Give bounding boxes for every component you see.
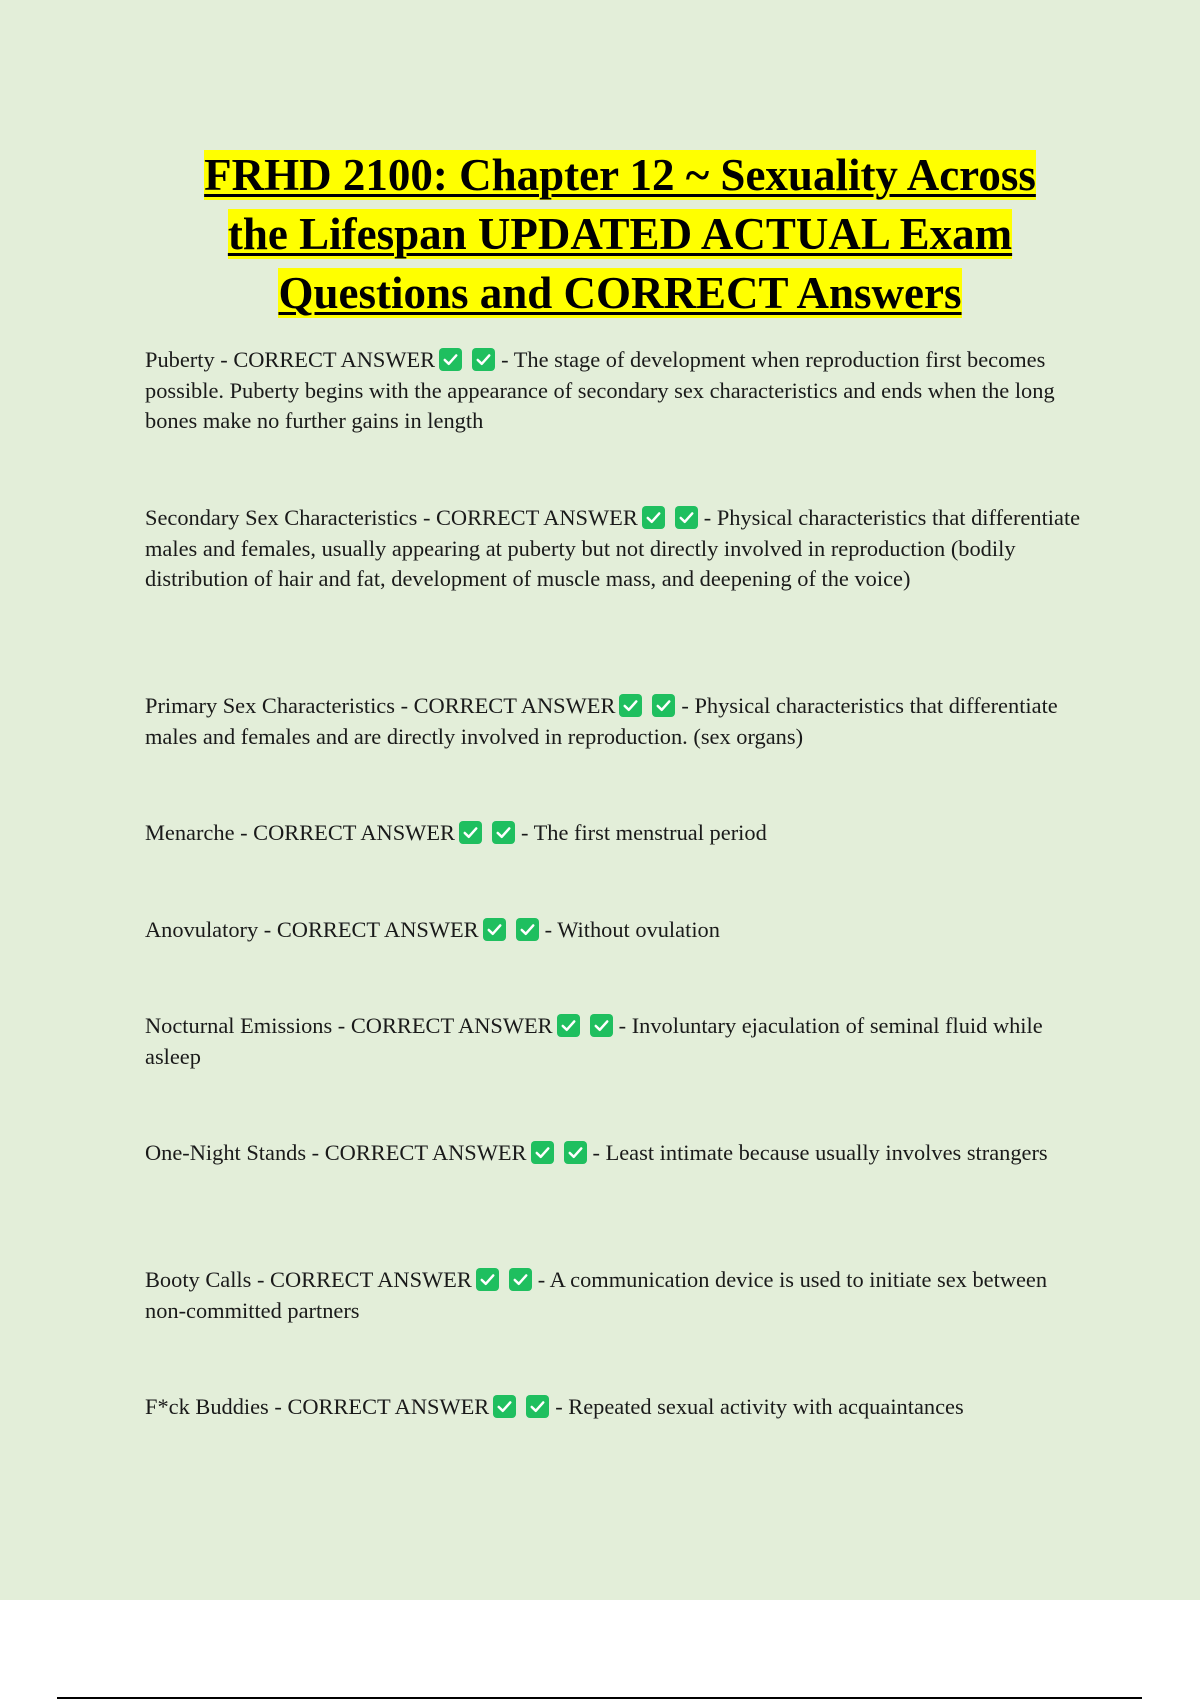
entry-term: Secondary Sex Characteristics <box>145 505 418 530</box>
check-mark-icon <box>652 694 675 717</box>
entry-definition: A communication device is used to initiate sex between non-committed partners <box>145 1267 1048 1323</box>
entry-term: Primary Sex Characteristics <box>145 693 395 718</box>
check-mark-icon <box>483 918 506 941</box>
entry-marker: CORRECT ANSWER <box>324 1140 527 1165</box>
entry-marker: CORRECT ANSWER <box>287 1394 490 1419</box>
document-title <box>120 146 1120 323</box>
entry-term: One-Night Stands <box>145 1140 307 1165</box>
entry-marker: CORRECT ANSWER <box>436 505 638 530</box>
entry-primary-sex-characteristics: Primary Sex Characteristics - CORRECT ANSWER - Physical characteristics that differentiate males and females and are directly involved in reproduction. (sex organs) <box>145 693 1058 749</box>
entry-nocturnal-emissions: Nocturnal Emissions - CORRECT ANSWER - Involuntary ejaculation of seminal fluid while asleep <box>145 1013 1043 1069</box>
check-mark-icon <box>472 348 495 371</box>
check-mark-icon <box>642 506 665 529</box>
entry-marker: CORRECT ANSWER <box>233 347 436 372</box>
check-mark-icon <box>526 1395 549 1418</box>
check-mark-icon <box>675 506 698 529</box>
entry-definition: Without ovulation <box>557 917 720 942</box>
check-mark-icon <box>509 1268 532 1291</box>
entry-definition: Involuntary ejaculation of seminal fluid while asleep <box>145 1013 1043 1069</box>
entry-term: Puberty <box>145 347 215 372</box>
entry-term: Anovulatory <box>145 917 259 942</box>
entry-booty-calls: Booty Calls - CORRECT ANSWER - A communication device is used to initiate sex between non-committed partners <box>145 1267 1048 1323</box>
check-mark-icon <box>564 1141 587 1164</box>
entry-term: Booty Calls <box>145 1267 252 1292</box>
entry-definition: The stage of development when reproduction first becomes possible. Puberty begins with the appearance of secondary sex characteristics and ends when the long bones make no further gains in length <box>145 347 1055 433</box>
check-mark-icon <box>459 821 482 844</box>
check-mark-icon <box>439 348 462 371</box>
entry-one-night-stands: One-Night Stands - CORRECT ANSWER - Least intimate because usually involves strangers <box>145 1140 1048 1165</box>
entry-marker: CORRECT ANSWER <box>413 693 616 718</box>
check-mark-icon <box>493 1395 516 1418</box>
entry-definition: Physical characteristics that differentiate males and females and are directly involved in reproduction. (sex organs) <box>145 693 1058 749</box>
entry-marker: CORRECT ANSWER <box>253 820 455 845</box>
entry-term: F*ck Buddies <box>145 1394 269 1419</box>
title-line-2: the Lifespan UPDATED ACTUAL Exam <box>227 209 1013 259</box>
check-mark-icon <box>619 694 642 717</box>
entry-definition: Physical characteristics that differentiate males and females, usually appearing at puberty but not directly involved in reproduction (bodily distribution of hair and fat, development of muscle mass, and deepening of the voice) <box>145 505 1081 591</box>
entry-fck-buddies: F*ck Buddies - CORRECT ANSWER - Repeated sexual activity with acquaintances <box>145 1394 964 1419</box>
entry-definition: Least intimate because usually involves strangers <box>605 1140 1048 1165</box>
entry-marker: CORRECT ANSWER <box>270 1267 472 1292</box>
entry-anovulatory: Anovulatory - CORRECT ANSWER - Without ovulation <box>145 917 720 942</box>
check-mark-icon <box>492 821 515 844</box>
check-mark-icon <box>531 1141 554 1164</box>
entry-marker: CORRECT ANSWER <box>350 1013 553 1038</box>
entry-marker: CORRECT ANSWER <box>276 917 479 942</box>
entry-menarche: Menarche - CORRECT ANSWER - The first menstrual period <box>145 820 767 845</box>
entry-term: Menarche <box>145 820 235 845</box>
check-mark-icon <box>590 1014 613 1037</box>
entry-secondary-sex-characteristics: Secondary Sex Characteristics - CORRECT ANSWER - Physical characteristics that differentiate males and females, usually appearing at puberty but not directly involved in reproduction (bodily distribution of hair and fat, development of muscle mass, and deepening of the voice) <box>145 505 1081 591</box>
check-mark-icon <box>516 918 539 941</box>
title-line-1: FRHD 2100: Chapter 12 ~ Sexuality Across <box>204 150 1036 200</box>
entry-term: Nocturnal Emissions <box>145 1013 333 1038</box>
entry-puberty: Puberty - CORRECT ANSWER - The stage of development when reproduction first becomes possible. Puberty begins with the appearance of secondary sex characteristics and ends when the long bones make no further gains in length <box>145 347 1055 433</box>
entry-definition: Repeated sexual activity with acquaintances <box>568 1394 964 1419</box>
entry-definition: The first menstrual period <box>533 820 767 845</box>
check-mark-icon <box>557 1014 580 1037</box>
title-line-3: Questions and CORRECT Answers <box>278 268 962 318</box>
check-mark-icon <box>476 1268 499 1291</box>
footer-rule <box>57 1697 1142 1699</box>
